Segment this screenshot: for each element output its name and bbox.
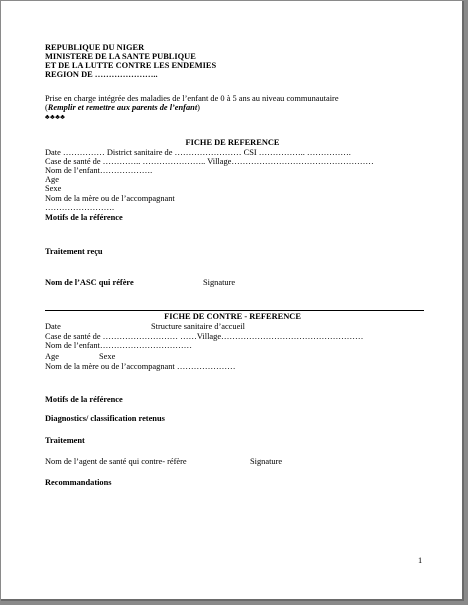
instruction-close-paren: ) [197, 103, 200, 112]
referral-mother-name: Nom de la mère ou de l’accompagnant [45, 194, 175, 203]
referral-sex: Sexe [45, 184, 62, 193]
header-republic: REPUBLIQUE DU NIGER [45, 43, 145, 52]
counter-age: Age [45, 352, 59, 361]
header-endemics: ET DE LA LUTTE CONTRE LES ENDEMIES [45, 61, 217, 70]
counter-date-label: Date [45, 322, 61, 331]
referral-motifs-label: Motifs de la référence [45, 213, 123, 222]
header-region: REGION DE ………………….. [45, 70, 158, 79]
page-number: 1 [418, 556, 423, 565]
referral-age: Age [45, 175, 59, 184]
section-divider [45, 310, 424, 311]
counter-sex: Sexe [99, 352, 116, 361]
counter-case-row: Case de santé de ……………………… ……Village…………………………………………… [45, 332, 364, 341]
document-page [1, 1, 464, 601]
referral-mother-dots: ……………………. [45, 203, 115, 212]
instruction-open-paren: ( [45, 103, 48, 112]
referral-asc-label: Nom de l’ASC qui réfère [45, 278, 134, 287]
counter-agent-label: Nom de l’agent de santé qui contre- réfère [45, 457, 187, 466]
referral-date-row: Date …………… District sanitaire de …………………… CSI …………….. ……………. [45, 148, 351, 157]
counter-mother-name: Nom de la mère ou de l’accompagnant ………………… [45, 362, 236, 371]
counter-referral-title: FICHE DE CONTRE - REFERENCE [164, 312, 301, 321]
referral-treatment-label: Traitement reçu [45, 247, 103, 256]
counter-motifs-label: Motifs de la référence [45, 395, 123, 404]
instruction-text: Remplir et remettre aux parents de l’enfant [47, 103, 198, 112]
counter-diagnostics-label: Diagnostics/ classification retenus [45, 414, 165, 423]
referral-child-name: Nom de l’enfant………………. [45, 166, 153, 175]
header-ministry: MINISTERE DE LA SANTE PUBLIQUE [45, 52, 196, 61]
counter-recommendations-label: Recommandations [45, 478, 112, 487]
referral-case-row: Case de santé de ………….. ………………….. Village…………………………………………… [45, 157, 374, 166]
counter-signature-label: Signature [250, 457, 283, 466]
referral-title: FICHE DE REFERENCE [185, 138, 280, 147]
club-symbols: ♣♣♣♣ [45, 113, 66, 121]
counter-treatment-label: Traitement [45, 436, 85, 445]
referral-signature-label: Signature [203, 278, 236, 287]
intro-instruction [45, 103, 200, 112]
intro-text: Prise en charge intégrée des maladies de l’enfant de 0 à 5 ans au niveau communautaire [45, 94, 339, 103]
counter-structure-label: Structure sanitaire d’accueil [151, 322, 245, 331]
counter-child-name: Nom de l’enfant…………………………… [45, 341, 193, 350]
